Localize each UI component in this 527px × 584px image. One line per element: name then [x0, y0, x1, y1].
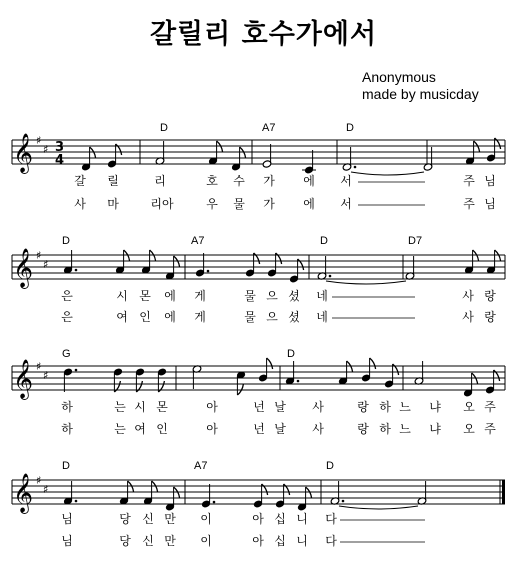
lyric-syllable: 십 [274, 512, 286, 526]
time-signature-bottom: 4 [55, 153, 65, 168]
lyric-syllable: 마 [107, 197, 119, 211]
note-dot [297, 380, 300, 383]
lyric-syllable: 다 [325, 512, 337, 526]
lyric-syllable: 물 [244, 310, 256, 324]
staff-system [12, 122, 505, 211]
lyric-syllable: 아 [206, 422, 218, 436]
lyric-syllable: 서 [340, 197, 352, 211]
chord-symbol: D [346, 122, 354, 134]
chord-symbol: D [320, 235, 328, 247]
lyric-syllable: 아 [252, 512, 264, 526]
lyric-syllable: 시 [134, 400, 146, 414]
lyric-syllable: 는 [114, 400, 126, 414]
note-dot [207, 270, 210, 273]
lyric-syllable: 신 [142, 512, 154, 526]
lyric-syllable: 이 [200, 512, 212, 526]
sharp-icon: ♯ [43, 483, 49, 496]
lyric-syllable: 몬 [139, 289, 151, 303]
song-title: 갈릴리 호수가에서 [149, 19, 378, 50]
treble-clef-icon: 𝄞 [13, 473, 34, 513]
lyric-syllable: 서 [340, 174, 352, 188]
lyric-syllable: 은 [61, 289, 73, 303]
lyric-syllable: 느 [399, 400, 411, 414]
lyric-syllable: 갈 [74, 174, 86, 188]
chord-symbol: D [326, 460, 334, 472]
lyric-syllable: 넌 [253, 422, 265, 436]
lyric-syllable: 아 [252, 534, 264, 548]
tie-arc [326, 281, 406, 284]
chord-symbol: D [62, 235, 70, 247]
treble-clef-icon: 𝄞 [13, 359, 34, 399]
lyric-syllable: 릴 [107, 174, 119, 188]
lyric-syllable: 랑 [357, 400, 369, 414]
lyric-syllable: 니 [296, 512, 308, 526]
chord-symbol: D7 [408, 235, 423, 247]
lyric-syllable: 랑 [357, 422, 369, 436]
lyric-syllable: 님 [484, 174, 496, 188]
lyric-syllable: 시 [116, 289, 128, 303]
lyric-syllable: 네 [316, 310, 328, 324]
lyric-syllable: 에 [164, 289, 176, 303]
note-dot [329, 275, 332, 278]
sharp-icon: ♯ [36, 249, 42, 262]
sharp-icon: ♯ [36, 474, 42, 487]
lyric-syllable: 하 [61, 400, 73, 414]
lyric-syllable: 게 [194, 289, 206, 303]
lyric-syllable: 인 [156, 422, 168, 436]
chord-symbol: G [62, 348, 71, 360]
lyric-syllable: 주 [463, 174, 475, 188]
lyric-syllable: 만 [164, 534, 176, 548]
sharp-icon: ♯ [43, 369, 49, 382]
staff-system [12, 348, 505, 436]
lyric-syllable: 사 [312, 400, 324, 414]
chord-symbol: A7 [194, 460, 208, 472]
lyric-syllable: 하 [379, 422, 391, 436]
note-dot [342, 500, 345, 503]
note-dot [213, 501, 216, 504]
chord-symbol: A7 [191, 235, 205, 247]
lyric-syllable: 십 [274, 534, 286, 548]
lyric-syllable: 셨 [288, 310, 300, 324]
lyric-syllable: 주 [484, 400, 496, 414]
lyric-syllable: 여 [116, 310, 128, 324]
note-dot [75, 500, 78, 503]
chord-symbol: A7 [262, 122, 276, 134]
lyric-syllable: 여 [134, 422, 146, 436]
lyric-syllable: 오 [463, 422, 475, 436]
lyric-syllable: 에 [303, 197, 315, 211]
sharp-icon: ♯ [43, 143, 49, 156]
sharp-icon: ♯ [43, 258, 49, 271]
lyric-syllable: 랑 [484, 310, 496, 324]
lyric-syllable: 수 [233, 174, 245, 188]
lyric-syllable: 날 [274, 400, 286, 414]
time-signature-top: 3 [55, 140, 65, 155]
arranger-credit: made by musicday [362, 86, 479, 102]
lyric-syllable: 님 [61, 512, 73, 526]
lyric-syllable: 물 [233, 197, 245, 211]
lyric-syllable: 만 [164, 512, 176, 526]
tie-arc [339, 506, 418, 509]
treble-clef-icon: 𝄞 [13, 133, 34, 173]
lyric-syllable: 몬 [156, 400, 168, 414]
lyric-syllable: 넌 [253, 400, 265, 414]
lyric-syllable: 님 [61, 534, 73, 548]
lyric-syllable: 으 [266, 310, 278, 324]
lyric-syllable: 하 [61, 422, 73, 436]
lyric-syllable: 주 [484, 422, 496, 436]
lyric-syllable: 님 [484, 197, 496, 211]
tie-arc [351, 172, 424, 175]
lyric-syllable: 네 [316, 289, 328, 303]
note-flag [370, 358, 376, 369]
sharp-icon: ♯ [36, 360, 42, 373]
lyric-syllable: 셨 [288, 289, 300, 303]
lyric-syllable: 사 [74, 197, 86, 211]
lyric-syllable: 하 [379, 400, 391, 414]
lyric-syllable: 사 [462, 289, 474, 303]
lyric-syllable: 랑 [484, 289, 496, 303]
lyric-syllable: 신 [142, 534, 154, 548]
lyric-syllable: 에 [164, 310, 176, 324]
note-dot [75, 269, 78, 272]
lyric-syllable: 이 [200, 534, 212, 548]
lyric-syllable: 날 [274, 422, 286, 436]
chord-symbol: D [160, 122, 168, 134]
staff-system [12, 460, 505, 548]
lyric-syllable: 으 [266, 289, 278, 303]
lyric-syllable: 오 [463, 400, 475, 414]
treble-clef-icon: 𝄞 [13, 248, 34, 288]
composer-credit: Anonymous [362, 69, 436, 85]
final-bar-line [502, 480, 505, 504]
chord-symbol: D [62, 460, 70, 472]
lyric-syllable: 느 [399, 422, 411, 436]
lyric-syllable: 은 [61, 310, 73, 324]
lyric-syllable: 가 [263, 174, 275, 188]
lyric-syllable: 호 [206, 174, 218, 188]
lyric-syllable: 사 [462, 310, 474, 324]
chord-symbol: D [287, 348, 295, 360]
lyric-syllable: 니 [296, 534, 308, 548]
note-dot [75, 369, 78, 372]
lyric-syllable: 우 [206, 197, 218, 211]
lyric-syllable: 가 [263, 197, 275, 211]
lyric-syllable: 인 [139, 310, 151, 324]
lyric-syllable: 냐 [429, 422, 441, 436]
lyric-syllable: 게 [194, 310, 206, 324]
lyric-syllable: 물 [244, 289, 256, 303]
lyric-syllable: 다 [325, 534, 337, 548]
lyric-syllable: 아 [206, 400, 218, 414]
sharp-icon: ♯ [36, 134, 42, 147]
lyric-syllable: 사 [312, 422, 324, 436]
lyric-syllable: 냐 [429, 400, 441, 414]
lyric-syllable: 주 [463, 197, 475, 211]
note-dot [354, 166, 357, 169]
note-flag [267, 358, 273, 369]
staff-system [12, 235, 505, 324]
lyric-syllable: 는 [114, 422, 126, 436]
lyric-syllable: 당 [119, 534, 131, 548]
lyric-syllable: 당 [119, 512, 131, 526]
lyric-syllable: 에 [303, 174, 315, 188]
lyric-syllable: 리 [154, 174, 166, 188]
lyric-syllable: 리아 [150, 197, 174, 211]
